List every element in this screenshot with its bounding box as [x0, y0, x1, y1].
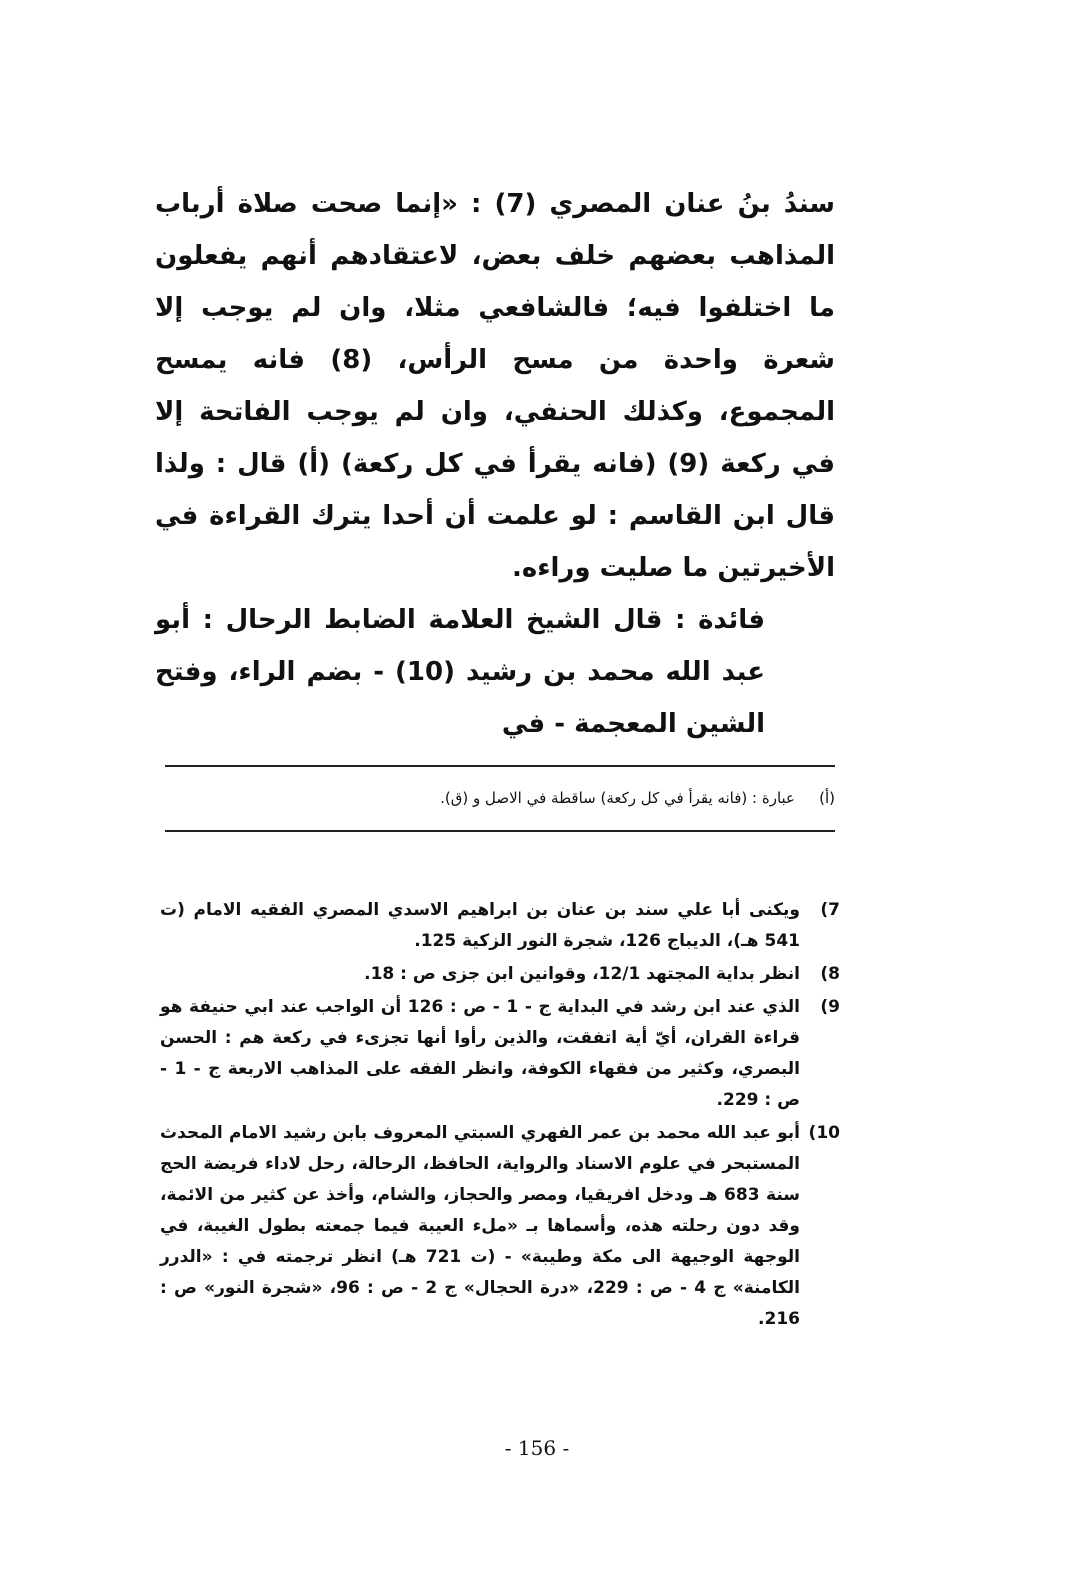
footnote-text: أبو عبد الله محمد بن عمر الفهري السبتي المعروف بابن رشيد الامام المحدث المستبحر في علوم الاسناد والرواية، الحافظ، الرحالة، رحل لاداء فريضة الحج سنة 683 هـ ودخل افريقيا، ومصر والحجاز، والشام، وأخذ عن كثير من الائمة، وقد دون رحلته هذه، وأسماها بـ «ملء العيبة فيما جمعته بطول الغيبة، في الوجهة الوجيهة الى مكة وطيبة» - (ت 721 هـ) انظر ترجمته في : «الدرر الكامنة» ج 4 - ص : 229، «درة الحجال» ج 2 - ص : 96، «شجرة النور» ص : 216. [160, 1123, 800, 1329]
main-text [155, 178, 835, 750]
footnote-text: الذي عند ابن رشد في البداية ج - 1 - ص : 126 أن الواجب عند ابي حنيفة هو قراءة القران، أيّ أية اتفقت، والذين رأوا أنها تجزىء في ركعة هم : الحسن البصري، وكثير من فقهاء الكوفة، وانظر الفقه على المذاهب الاربعة ج - 1 - ص : 229. [160, 997, 800, 1110]
footnote-number: 9) [820, 997, 840, 1017]
footnote [160, 895, 840, 957]
footnote-text: ويكنى أبا علي سند بن عنان بن ابراهيم الاسدي المصري الفقيه الامام (ت 541 هـ)، الديباج 126، شجرة النور الزكية 125. [160, 900, 800, 951]
footnote [160, 992, 840, 1116]
footnotes [160, 895, 840, 1337]
footnote-number: 7) [820, 900, 840, 920]
variant-note-marker: (أ) [819, 789, 835, 807]
footnote [160, 959, 840, 990]
main-paragraph-benefit: فائدة : قال الشيخ العلامة الضابط الرحال : أبو عبد الله محمد بن رشيد (10) - بضم الراء، وفتح الشين المعجمة - في [155, 605, 765, 739]
main-paragraph: سندُ بنُ عنان المصري (7) : «إنما صحت صلاة أرباب المذاهب بعضهم خلف بعض، لاعتقادهم أنهم يفعلون ما اختلفوا فيه؛ فالشافعي مثلا، وان لم يوجب إلا شعرة واحدة من مسح الرأس، (8) فانه يمسح المجموع، وكذلك الحنفي، وان لم يوجب الفاتحة إلا في ركعة (9) (فانه يقرأ في كل ركعة) (أ) قال : ولذا قال ابن القاسم : لو علمت أن أحدا يترك القراءة في الأخيرتين ما صليت وراءه. [155, 189, 835, 583]
separator-line [165, 765, 835, 767]
variant-note [165, 784, 835, 812]
footnote-number: 10) [808, 1123, 840, 1143]
page-number: - 156 - [504, 1436, 570, 1460]
footnote [160, 1118, 840, 1335]
separator-line [165, 830, 835, 832]
footnote-number: 8) [820, 964, 840, 984]
variant-note-text: عبارة : (فانه يقرأ في كل ركعة) ساقطة في الاصل و (ق). [440, 789, 795, 807]
footnote-text: انظر بداية المجتهد 12/1، وقوانين ابن جزى ص : 18. [364, 964, 800, 984]
